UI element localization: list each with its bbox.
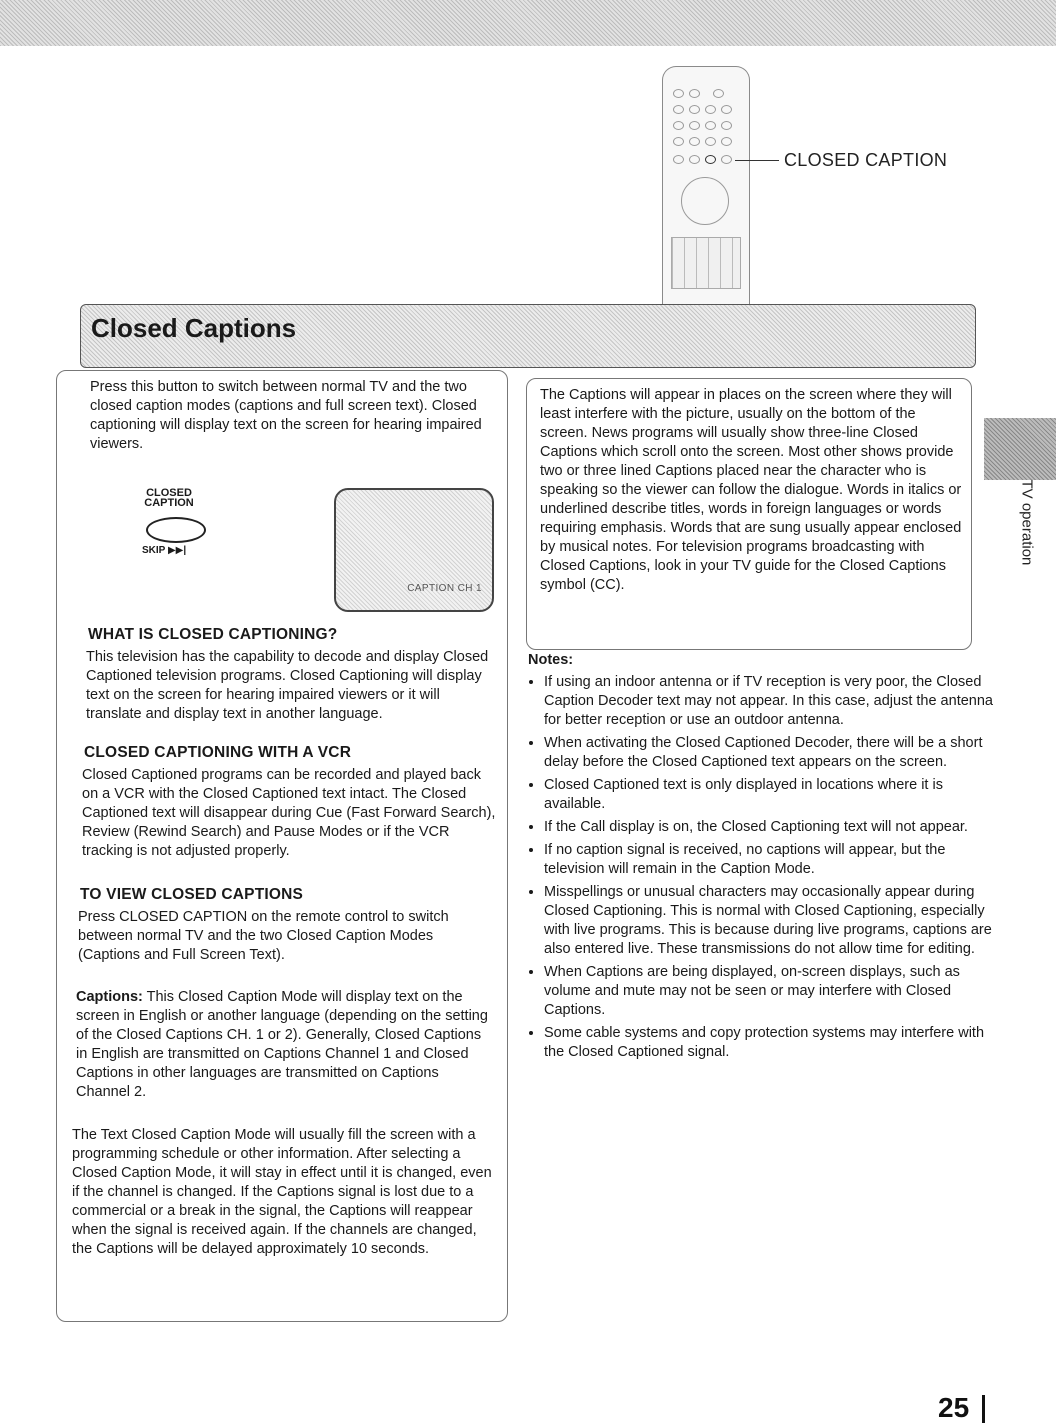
page-number: 25 [938,1392,970,1423]
closed-caption-button-icon [705,155,716,164]
button-label-line2: CAPTION [144,497,194,509]
remote-button-icon [673,105,684,114]
remote-button-icon [705,121,716,130]
note-item: • Misspellings or unusual characters may occasionally appear during Closed Captioning. This is normal with Closed Captioning, especially with live programs. This is because during live programs, captions are also entered live. These transmissions do not allow time for editing. [544,883,996,959]
top-pattern-band [0,0,1056,46]
note-item: • If no caption signal is received, no captions will appear, but the television will remain in the Caption Mode. [544,841,996,879]
note-item: • When Captions are being displayed, on-screen displays, such as volume and mute may not be seen or may interfere with Closed Captions. [544,963,996,1020]
vcr-paragraph: Closed Captioned programs can be recorded and played back on a VCR with the Closed Captioned text intact. The Closed Captioned text will disappear during Cue (Fast Forward Search), Review (Rewind Search) and Pause Modes or if the VCR tracking is not adjusted properly. [82,767,496,859]
text-mode-paragraph: The Text Closed Caption Mode will usually fill the screen with a programming schedule or other information. After selecting a Closed Caption Mode, it will stay in effect until it is changed, even if the channel is changed. If the Captions signal is lost due to a commercial or a break in the signal, the Captions will reappear when the signal is received again. If the channels are changed, the Captions will be delayed approximately 10 seconds. [72,1127,492,1257]
note-item: • When activating the Closed Captioned Decoder, there will be a short delay before the Closed Captioned text appears on the screen. [544,734,996,772]
right-box-paragraph: The Captions will appear in places on the screen where they will least interfere with the picture, usually on the bottom of the screen. News programs will usually show three-line Closed Captions which scroll onto the screen. Most other shows provide two or three lined Captions placed near the character who is speaking so the viewer can follow the dialogue. Words in italics or underlined describe titles, words in foreign languages or words requiring emphasis. Words that are sung usually appear enclosed by musical notes. For television programs broadcasting with Closed Captions, look in your TV guide for the Closed Captions symbol (CC). [540,387,962,593]
side-tab-text: TV operation [1018,479,1036,566]
what-is-heading: WHAT IS CLOSED CAPTIONING? [88,626,338,643]
tv-caption-indicator: CAPTION CH 1 [407,583,482,594]
closed-caption-button-label [134,488,204,508]
remote-button-icon [673,89,684,98]
note-item: • If using an indoor antenna or if TV reception is very poor, the Closed Caption Decoder text may not appear. In this case, adjust the antenna for better reception or use an outdoor antenna. [544,673,996,730]
button-label-line1: CLOSED [146,487,192,499]
remote-button-icon [721,121,732,130]
remote-button-icon [673,155,684,164]
remote-button-icon [721,137,732,146]
tv-screen-illustration [334,488,494,612]
remote-button-icon [721,105,732,114]
closed-caption-button-icon [146,517,206,543]
section-title-bar [80,304,976,368]
to-view-heading: TO VIEW CLOSED CAPTIONS [80,886,304,903]
remote-button-icon [689,89,700,98]
remote-keypad-icon [671,237,741,289]
to-view-paragraph: Press CLOSED CAPTION on the remote control to switch between normal TV and the two Closed Caption Modes (Captions and Full Screen Text). [78,909,449,963]
remote-control-illustration [662,66,750,317]
side-tab-label [1012,479,1036,600]
remote-button-icon [689,105,700,114]
remote-button-icon [721,155,732,164]
note-item: • If the Call display is on, the Closed Captioning text will not appear. [544,818,996,837]
remote-button-icon [673,137,684,146]
remote-button-icon [689,121,700,130]
what-is-paragraph: This television has the capability to decode and display Closed Captioned television programs. Closed Captioning will display text on the screen for hearing impaired viewers or it will translate and display text in another language. [86,649,489,722]
notes-list [520,673,996,1066]
notes-title: Notes: [528,652,574,668]
intro-paragraph: Press this button to switch between normal TV and the two closed caption modes (captions and full screen text). Closed captioning will display text on the screen for hearing impaired viewers. [90,379,482,452]
captions-label: Captions: [76,989,143,1005]
remote-button-icon [673,121,684,130]
callout-leader-line [735,160,779,161]
section-title: Closed Captions [91,313,297,343]
note-item: • Some cable systems and copy protection systems may interfere with the Closed Captioned signal. [544,1024,996,1062]
remote-button-icon [705,137,716,146]
note-item: • Closed Captioned text is only displayed in locations where it is available. [544,776,996,814]
captions-paragraph [76,988,492,1102]
remote-button-icon [689,137,700,146]
closed-caption-callout: CLOSED CAPTION [784,150,948,170]
captions-text: This Closed Caption Mode will display text on the screen in English or another language (depending on the setting of the Closed Captions CH. 1 or 2). Generally, Closed Captions in English are transmitted on Captions Channel 1 and Closed Captions in other languages are transmitted on Captions Channel 2. [76,989,488,1100]
remote-button-icon [713,89,724,98]
page-number-bar [982,1395,985,1423]
remote-button-icon [689,155,700,164]
skip-label: SKIP ▶▶| [142,545,187,556]
vcr-heading: CLOSED CAPTIONING WITH A VCR [84,744,352,761]
remote-navigation-pad-icon [681,177,729,225]
remote-button-icon [705,105,716,114]
side-tab-marker [984,418,1056,480]
